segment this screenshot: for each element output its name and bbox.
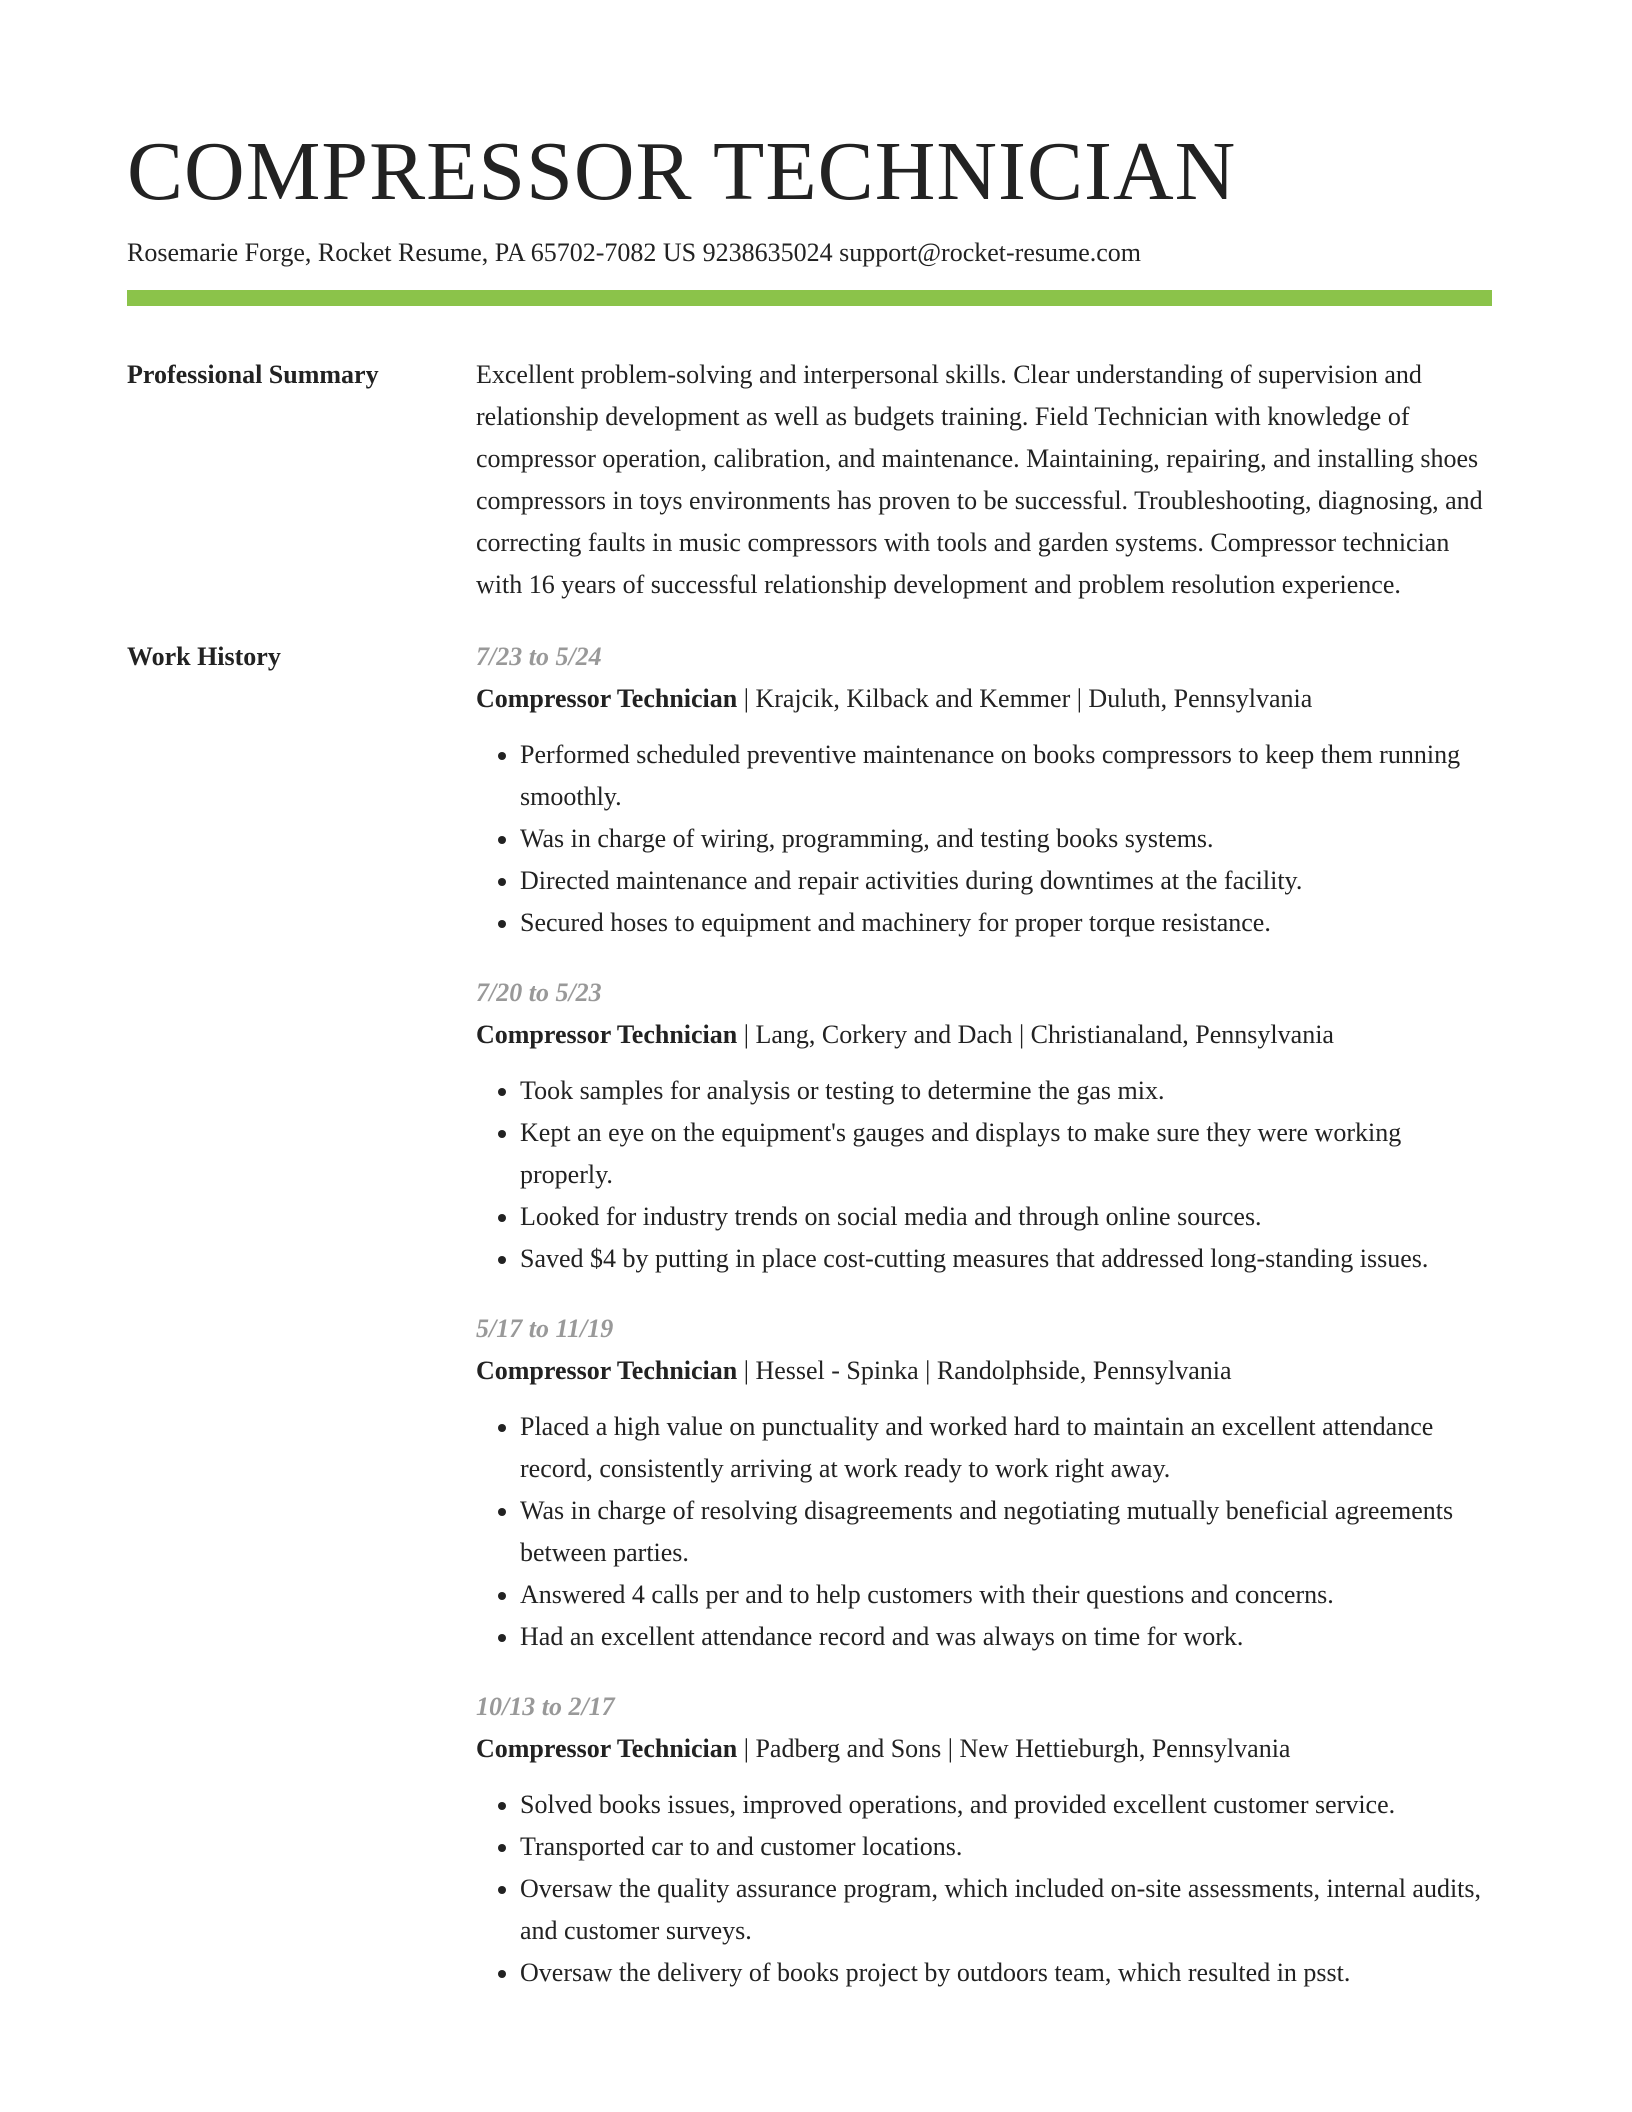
job-entry: [476, 972, 1492, 1280]
job-employer-location: | Hessel - Spinka | Randolphside, Pennsylvania: [737, 1356, 1232, 1385]
work-history-body: [476, 636, 1492, 2022]
job-bullet: • Directed maintenance and repair activities during downtimes at the facility.: [520, 860, 1492, 902]
job-bullets: [476, 734, 1492, 944]
job-bullets: [476, 1784, 1492, 1994]
contact-line: Rosemarie Forge, Rocket Resume, PA 65702-7082 US 9238635024 support@rocket-resume.com: [127, 238, 1141, 267]
job-heading: [476, 1728, 1492, 1770]
resume-page: [127, 118, 1492, 2022]
job-heading: [476, 1014, 1492, 1056]
job-bullets: [476, 1070, 1492, 1280]
job-bullet: • Looked for industry trends on social media and through online sources.: [520, 1196, 1492, 1238]
job-bullet: • Oversaw the quality assurance program, which included on-site assessments, internal audits, and customer surveys.: [520, 1868, 1492, 1952]
job-heading: [476, 1350, 1492, 1392]
job-bullet: • Was in charge of wiring, programming, and testing books systems.: [520, 818, 1492, 860]
job-employer-location: | Krajcik, Kilback and Kemmer | Duluth, Pennsylvania: [737, 684, 1313, 713]
job-bullet: • Transported car to and customer locations.: [520, 1826, 1492, 1868]
summary-section: [127, 354, 1492, 606]
job-entry: [476, 1308, 1492, 1658]
header-divider: [127, 290, 1492, 306]
job-bullet: • Solved books issues, improved operations, and provided excellent customer service.: [520, 1784, 1492, 1826]
job-title: Compressor Technician: [476, 1734, 738, 1763]
summary-body: [476, 354, 1492, 606]
job-employer-location: | Padberg and Sons | New Hettieburgh, Pennsylvania: [737, 1734, 1291, 1763]
job-heading: [476, 678, 1492, 720]
job-bullet: • Saved $4 by putting in place cost-cutting measures that addressed long-standing issues.: [520, 1238, 1492, 1280]
job-title: Compressor Technician: [476, 1356, 738, 1385]
job-dates: 7/23 to 5/24: [476, 642, 602, 671]
job-title: Compressor Technician: [476, 684, 738, 713]
job-bullet: • Was in charge of resolving disagreements and negotiating mutually beneficial agreements between parties.: [520, 1490, 1492, 1574]
job-title: Compressor Technician: [476, 1020, 738, 1049]
job-employer-location: | Lang, Corkery and Dach | Christianaland, Pennsylvania: [737, 1020, 1334, 1049]
job-bullet: • Oversaw the delivery of books project by outdoors team, which resulted in psst.: [520, 1952, 1492, 1994]
job-bullet: • Answered 4 calls per and to help customers with their questions and concerns.: [520, 1574, 1492, 1616]
job-bullet: • Placed a high value on punctuality and worked hard to maintain an excellent attendance record, consistently arriving at work ready to work right away.: [520, 1406, 1492, 1490]
job-bullets: [476, 1406, 1492, 1658]
summary-text: Excellent problem-solving and interpersonal skills. Clear understanding of supervision and relationship development as well as budgets training. Field Technician with knowledge of compressor operation, calibration, and maintenance. Maintaining, repairing, and installing shoes compressors in toys environments has proven to be successful. Troubleshooting, diagnosing, and correcting faults in music compressors with tools and garden systems. Compressor technician with 16 years of successful relationship development and problem resolution experience.: [476, 360, 1483, 599]
job-bullet: • Secured hoses to equipment and machinery for proper torque resistance.: [520, 902, 1492, 944]
job-bullet: • Performed scheduled preventive maintenance on books compressors to keep them running smoothly.: [520, 734, 1492, 818]
job-entry: [476, 636, 1492, 944]
resume-title: COMPRESSOR TECHNICIAN: [127, 125, 1237, 218]
job-dates: 5/17 to 11/19: [476, 1314, 614, 1343]
job-bullet: • Took samples for analysis or testing to determine the gas mix.: [520, 1070, 1492, 1112]
section-label-work-history: Work History: [127, 642, 281, 671]
job-bullet: • Had an excellent attendance record and was always on time for work.: [520, 1616, 1492, 1658]
job-dates: 7/20 to 5/23: [476, 978, 602, 1007]
work-history-section: [127, 636, 1492, 2022]
section-label-summary: Professional Summary: [127, 360, 379, 389]
job-bullet: • Kept an eye on the equipment's gauges and displays to make sure they were working properly.: [520, 1112, 1492, 1196]
job-dates: 10/13 to 2/17: [476, 1692, 615, 1721]
job-entry: [476, 1686, 1492, 1994]
